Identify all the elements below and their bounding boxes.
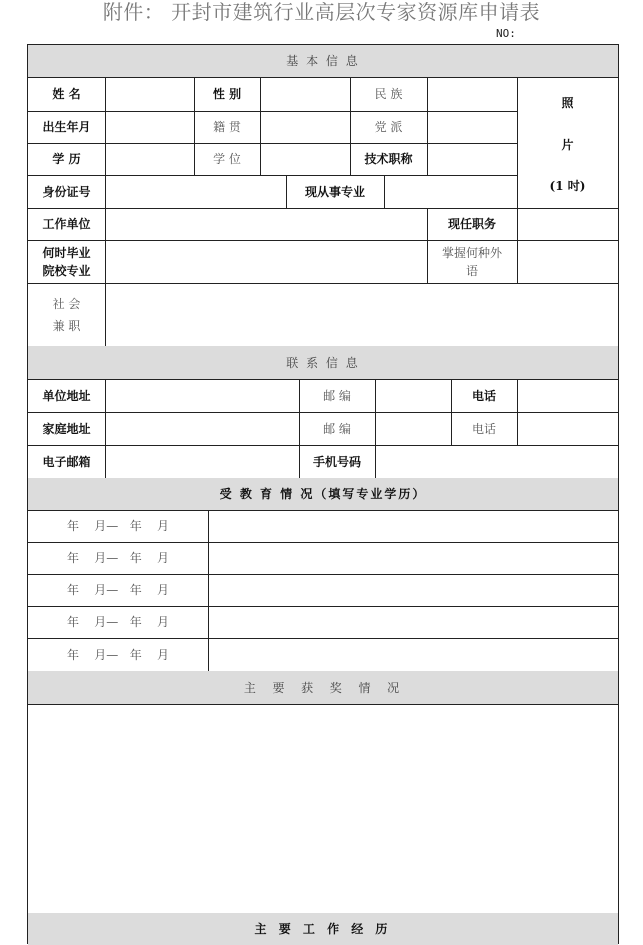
- label-party: 党 派: [374, 120, 403, 134]
- awards-field[interactable]: [28, 704, 618, 913]
- label-phone: 电话: [471, 388, 496, 403]
- education-entry-field[interactable]: [208, 606, 618, 638]
- section-header-basic: 基 本 信 息: [28, 45, 618, 77]
- field-email[interactable]: [105, 445, 299, 478]
- education-entry-field[interactable]: [208, 574, 618, 606]
- label-degree: 学 位: [213, 152, 241, 166]
- label-email: 电子邮箱: [42, 454, 91, 469]
- education-date-range: 年 月— 年 月: [67, 551, 169, 565]
- field-education[interactable]: [105, 143, 194, 175]
- education-entry-field[interactable]: [208, 638, 618, 671]
- field-title-rank[interactable]: [427, 143, 517, 175]
- field-postcode[interactable]: [375, 379, 451, 412]
- field-current-position[interactable]: [517, 208, 618, 240]
- label-social-posts: 社 会 兼 职: [52, 296, 81, 333]
- label-name: 姓 名: [52, 87, 81, 101]
- form-title: 附件： 开封市建筑行业高层次专家资源库申请表: [102, 0, 541, 24]
- label-postcode: 邮 编: [323, 388, 351, 403]
- field-id-number[interactable]: [105, 175, 286, 208]
- photo-label-1: 照: [561, 96, 574, 110]
- photo-size-label: (1 吋): [549, 179, 586, 193]
- label-home-address: 家庭地址: [42, 421, 91, 436]
- education-entry-field[interactable]: [208, 510, 618, 542]
- field-native-place[interactable]: [260, 111, 350, 143]
- field-phone[interactable]: [517, 379, 618, 412]
- field-mobile[interactable]: [375, 445, 618, 478]
- label-ethnicity: 民 族: [374, 87, 403, 101]
- label-gender: 性 别: [212, 87, 242, 101]
- field-birth[interactable]: [105, 111, 194, 143]
- field-name[interactable]: [105, 77, 194, 111]
- section-header-work-experience: 主 要 工 作 经 历: [28, 913, 618, 945]
- field-party[interactable]: [427, 111, 517, 143]
- label-title-rank: 技术职称: [364, 152, 413, 166]
- label-work-address: 单位地址: [42, 388, 91, 403]
- label-native-place: 籍 贯: [213, 120, 241, 134]
- label-current-major: 现从事专业: [304, 184, 365, 199]
- field-ethnicity[interactable]: [427, 77, 517, 111]
- field-social-posts[interactable]: [105, 283, 618, 346]
- education-date-range: 年 月— 年 月: [67, 647, 169, 662]
- label-postcode-2: 邮 编: [323, 421, 351, 436]
- label-current-position: 现任职务: [447, 217, 496, 231]
- photo-label-2: 片: [561, 138, 574, 152]
- education-entry-field[interactable]: [208, 542, 618, 574]
- label-graduated-from: 何时毕业 院校专业: [42, 245, 91, 278]
- field-work-address[interactable]: [105, 379, 299, 412]
- section-header-education: 受 教 育 情 况（填写专业学历）: [28, 478, 618, 510]
- section-header-contact: 联 系 信 息: [28, 346, 618, 379]
- label-workplace: 工作单位: [42, 217, 91, 231]
- label-mobile: 手机号码: [312, 454, 361, 469]
- field-graduated-from[interactable]: [105, 240, 427, 283]
- field-home-address[interactable]: [105, 412, 299, 445]
- education-date-range: 年 月— 年 月: [67, 615, 169, 629]
- label-id-number: 身份证号: [42, 184, 91, 199]
- number-label: NO:: [496, 27, 516, 40]
- field-phone-2[interactable]: [517, 412, 618, 445]
- label-phone-2: 电话: [471, 421, 496, 436]
- photo-box: [517, 77, 618, 208]
- education-date-range: 年 月— 年 月: [67, 583, 169, 597]
- label-languages: 掌握何种外 语: [441, 245, 502, 278]
- section-header-awards: 主 要 获 奖 情 况: [28, 671, 618, 704]
- field-current-major[interactable]: [384, 175, 517, 208]
- field-degree[interactable]: [260, 143, 350, 175]
- education-date-range: 年 月— 年 月: [67, 519, 169, 533]
- application-form: [27, 44, 619, 944]
- field-gender[interactable]: [260, 77, 350, 111]
- label-education: 学 历: [52, 152, 81, 166]
- field-postcode-2[interactable]: [375, 412, 451, 445]
- field-workplace[interactable]: [105, 208, 427, 240]
- field-languages[interactable]: [517, 240, 618, 283]
- label-birth: 出生年月: [42, 120, 91, 134]
